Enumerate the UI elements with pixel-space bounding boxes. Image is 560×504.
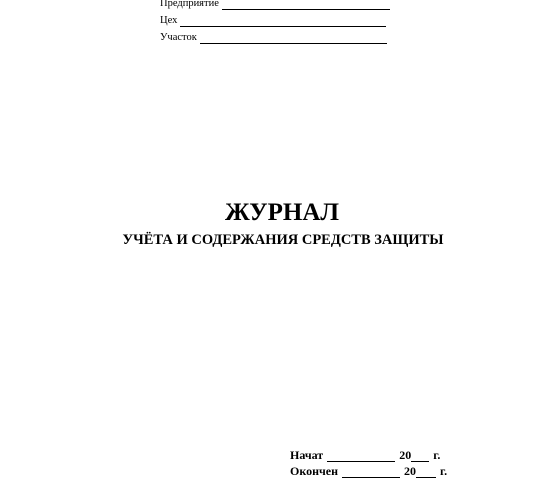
document-title: ЖУРНАЛ bbox=[224, 199, 340, 226]
finished-label: Окончен bbox=[290, 464, 339, 478]
shop-label: Цех bbox=[160, 15, 178, 26]
finished-year-suffix: г. bbox=[440, 464, 448, 478]
finished-date-field bbox=[290, 464, 447, 478]
finished-year-blank-line bbox=[416, 466, 436, 478]
section-label: Участок bbox=[160, 32, 197, 43]
section-field bbox=[160, 31, 387, 44]
started-label: Начат bbox=[290, 448, 324, 462]
enterprise-label: Предприятие bbox=[160, 0, 219, 9]
started-year-prefix: 20 bbox=[399, 448, 412, 462]
started-year-blank-line bbox=[411, 450, 429, 462]
started-date-blank-line bbox=[327, 450, 395, 462]
finished-date-blank-line bbox=[342, 466, 400, 478]
started-date-field bbox=[290, 448, 440, 462]
document-subtitle: УЧЁТА И СОДЕРЖАНИЯ СРЕДСТВ ЗАЩИТЫ bbox=[122, 232, 444, 248]
section-blank-line bbox=[200, 33, 387, 44]
enterprise-field bbox=[160, 0, 390, 10]
finished-year-prefix: 20 bbox=[404, 464, 417, 478]
enterprise-blank-line bbox=[222, 0, 390, 10]
shop-blank-line bbox=[180, 16, 386, 27]
started-year-suffix: г. bbox=[433, 448, 441, 462]
shop-field bbox=[160, 14, 386, 27]
